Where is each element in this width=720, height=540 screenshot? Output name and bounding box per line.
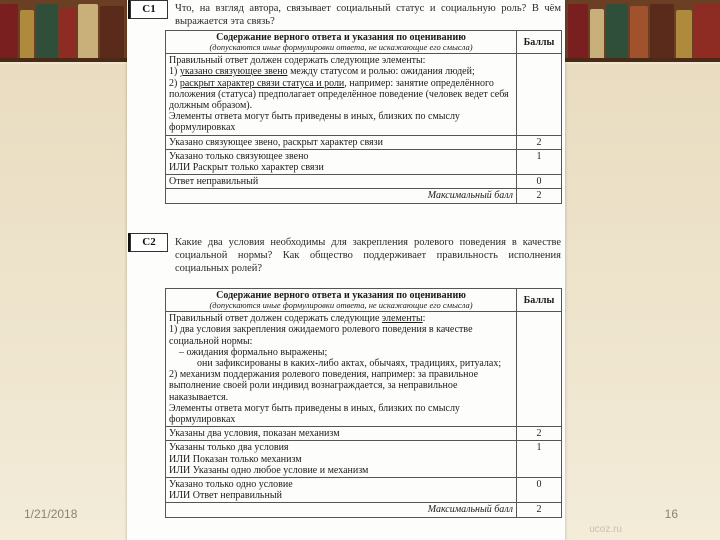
table-row: Максимальный балл 2 [166,189,562,203]
task-label-c2: С2 [130,233,168,252]
exam-page [127,0,565,540]
answer-content: Правильный ответ должен содержать следующие элементы: 1) указано связующее звено между статусом и ролью: ожидания людей; 2) раскрыт характер связи статуса и роли, например: занятие определённого положения (статуса) предполагает определённое поведение (человек ведет себя должным образом). Элементы ответа могут быть приведены в иных, близких по смыслу формулировках [166,54,517,135]
table-row: Указаны два условия, показан механизм 2 [166,427,562,441]
answer-table-c2 [165,288,562,518]
score-header: Баллы [517,289,562,312]
answer-table-c1 [165,30,562,204]
question-c2: Какие два условия необходимы для закрепления ролевого поведения в качестве социальной нормы? Как общество поддерживает правильность исполнения социальных ролей? [175,237,561,274]
table-row: Максимальный балл 2 [166,503,562,517]
slide-date: 1/21/2018 [24,507,78,521]
question-c1: Что, на взгляд автора, связывает социальный статус и социальную роль? В чём выражается эта связь? [175,3,561,27]
table-row: Указано только связующее звено ИЛИ Раскрыт только характер связи 1 [166,149,562,174]
table-row: Указано связующее звено, раскрыт характер связи 2 [166,135,562,149]
table-row: Указаны только два условия ИЛИ Показан только механизм ИЛИ Указаны одно любое условие и механизм 1 [166,441,562,478]
answer-content: Правильный ответ должен содержать следующие элементы: 1) два условия закрепления ожидаемого ролевого поведения в качестве социальной нормы: – ожидания формально выражены; они зафиксированы в каких-либо актах, обычаях, традициях, ритуалах; 2) механизм поддержания ролевого поведения, например: за правильное выполнение своей роли индивид вознаграждается, за неправильное наказывается. Элементы ответа могут быть приведены в иных, близких по смыслу формулировках [166,312,517,427]
slide-number: 16 [664,507,678,521]
table-row: Ответ неправильный 0 [166,175,562,189]
task-label-c1: С1 [130,0,168,19]
table-header: Содержание верного ответа и указания по оцениванию (допускаются иные формулировки ответа, не искажающие его смысла) [166,31,517,54]
watermark: ucoz.ru [589,524,622,535]
table-row: Указано только одно условие ИЛИ Ответ неправильный 0 [166,478,562,503]
score-header: Баллы [517,31,562,54]
table-header: Содержание верного ответа и указания по оцениванию (допускаются иные формулировки ответа, не искажающие его смысла) [166,289,517,312]
